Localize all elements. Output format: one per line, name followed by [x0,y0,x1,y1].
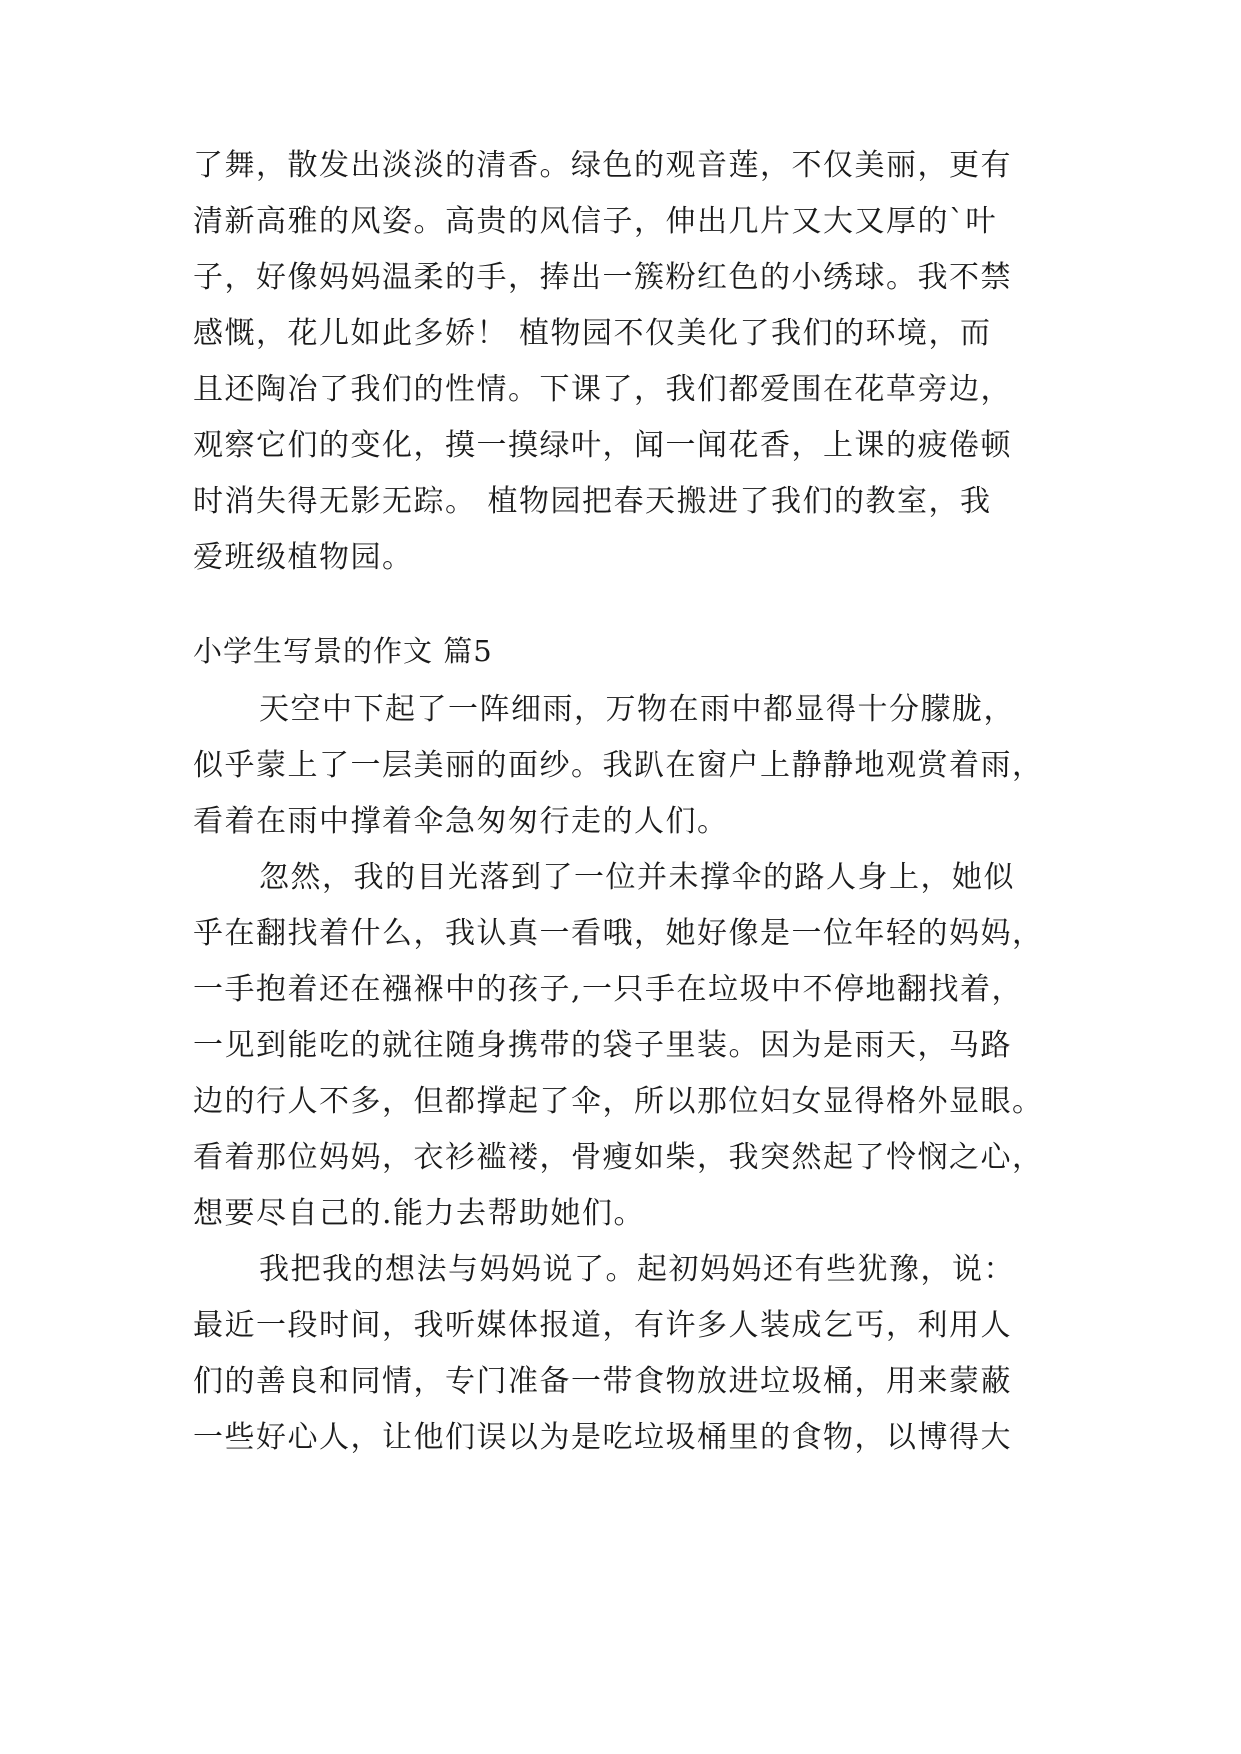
text-line: 感慨，花儿如此多娇！ 植物园不仅美化了我们的环境，而 [193,316,992,351]
text-line: 天空中下起了一阵细雨，万物在雨中都显得十分朦胧， [259,692,1015,727]
text-line: 一手抱着还在襁褓中的孩子,一只手在垃圾中不停地翻找着， [193,972,1024,1007]
text-line: 乎在翻找着什么，我认真一看哦，她好像是一位年轻的妈妈， [193,916,1044,951]
text-line: 忽然，我的目光落到了一位并未撑伞的路人身上，她似 [259,860,1015,895]
text-line: 清新高雅的风姿。高贵的风信子，伸出几片又大又厚的`叶 [193,204,997,239]
text-line: 似乎蒙上了一层美丽的面纱。我趴在窗户上静静地观赏着雨， [193,748,1044,783]
text-line: 子，好像妈妈温柔的手，捧出一簇粉红色的小绣球。我不禁 [193,260,1012,295]
text-line: 边的行人不多，但都撑起了伞，所以那位妇女显得格外显眼。 [193,1084,1044,1119]
text-line: 们的善良和同情，专门准备一带食物放进垃圾桶，用来蒙蔽 [193,1364,1012,1399]
text-line: 了舞，散发出淡淡的清香。绿色的观音莲，不仅美丽，更有 [193,148,1012,183]
text-line: 时消失得无影无踪。 植物园把春天搬进了我们的教室，我 [193,484,992,519]
text-line: 看着那位妈妈，衣衫褴褛，骨瘦如柴，我突然起了怜悯之心， [193,1140,1044,1175]
text-line: 一些好心人，让他们误以为是吃垃圾桶里的食物，以博得大 [193,1420,1012,1455]
text-line: 我把我的想法与妈妈说了。起初妈妈还有些犹豫，说： [259,1252,1015,1287]
section-heading: 小学生写景的作文 篇5 [193,634,493,668]
text-line: 看着在雨中撑着伞急匆匆行走的人们。 [193,804,729,839]
text-line: 最近一段时间，我听媒体报道，有许多人装成乞丐，利用人 [193,1308,1012,1343]
text-line: 一见到能吃的就往随身携带的袋子里装。因为是雨天，马路 [193,1028,1012,1063]
text-line: 爱班级植物园。 [193,540,414,575]
text-line: 观察它们的变化，摸一摸绿叶，闻一闻花香，上课的疲倦顿 [193,428,1012,463]
text-line: 想要尽自己的.能力去帮助她们。 [193,1196,646,1231]
text-line: 且还陶冶了我们的性情。下课了，我们都爱围在花草旁边， [193,372,1012,407]
